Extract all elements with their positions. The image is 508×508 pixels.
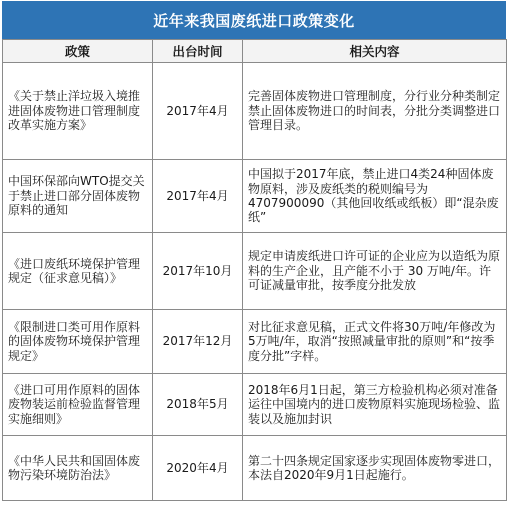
policy-cell: 《中华人民共和国固体废物污染环境防治法》 bbox=[3, 436, 153, 501]
content-cell: 完善固体废物进口管理制度，分行业分种类制定禁止固体废物进口的时间表，分批分类调整进口管理目录。 bbox=[243, 63, 507, 160]
content-cell: 对比征求意见稿，正式文件将30万吨/年修改为5万吨/年，取消“按照减量审批的原则”和“按季度分批”字样。 bbox=[243, 310, 507, 374]
content-cell: 第二十四条规定国家逐步实现固体废物零进口，本法自2020年9月1日起施行。 bbox=[243, 436, 507, 501]
date-cell: 2017年4月 bbox=[153, 160, 243, 233]
policy-cell: 中国环保部向WTO提交关于禁止进口部分固体废物原料的通知 bbox=[3, 160, 153, 233]
policy-cell: 《进口可用作原料的固体废物装运前检验监督管理实施细则》 bbox=[3, 374, 153, 436]
table-row bbox=[3, 160, 507, 233]
table-row bbox=[3, 436, 507, 501]
header-date: 出台时间 bbox=[153, 40, 243, 63]
content-cell: 规定申请废纸进口许可证的企业应为以造纸为原料的生产企业，且产能不小于 30 万吨/年。许可证减量审批，按季度分批发放 bbox=[243, 233, 507, 310]
header-row bbox=[3, 40, 507, 63]
header-content: 相关内容 bbox=[243, 40, 507, 63]
policy-cell: 《限制进口类可用作原料的固体废物环境保护管理规定》 bbox=[3, 310, 153, 374]
table-row bbox=[3, 233, 507, 310]
policy-cell: 《关于禁止洋垃圾入境推进固体废物进口管理制度改革实施方案》 bbox=[3, 63, 153, 160]
date-cell: 2017年12月 bbox=[153, 310, 243, 374]
header-policy: 政策 bbox=[3, 40, 153, 63]
table-row bbox=[3, 374, 507, 436]
date-cell: 2020年4月 bbox=[153, 436, 243, 501]
table-title: 近年来我国废纸进口政策变化 bbox=[2, 1, 506, 39]
date-cell: 2018年5月 bbox=[153, 374, 243, 436]
table-row bbox=[3, 63, 507, 160]
date-cell: 2017年4月 bbox=[153, 63, 243, 160]
content-cell: 2018年6月1日起，第三方检验机构必须对准备运往中国境内的进口废物原料实施现场检验、监装以及施加封识 bbox=[243, 374, 507, 436]
content-cell: 中国拟于2017年底，禁止进口4类24种固体废物原料，涉及废纸类的税则编号为4707900090（其他回收纸或纸板）即“混杂废纸” bbox=[243, 160, 507, 233]
policy-cell: 《进口废纸环境保护管理规定（征求意见稿）》 bbox=[3, 233, 153, 310]
table-row bbox=[3, 310, 507, 374]
date-cell: 2017年10月 bbox=[153, 233, 243, 310]
policy-table bbox=[2, 39, 507, 501]
